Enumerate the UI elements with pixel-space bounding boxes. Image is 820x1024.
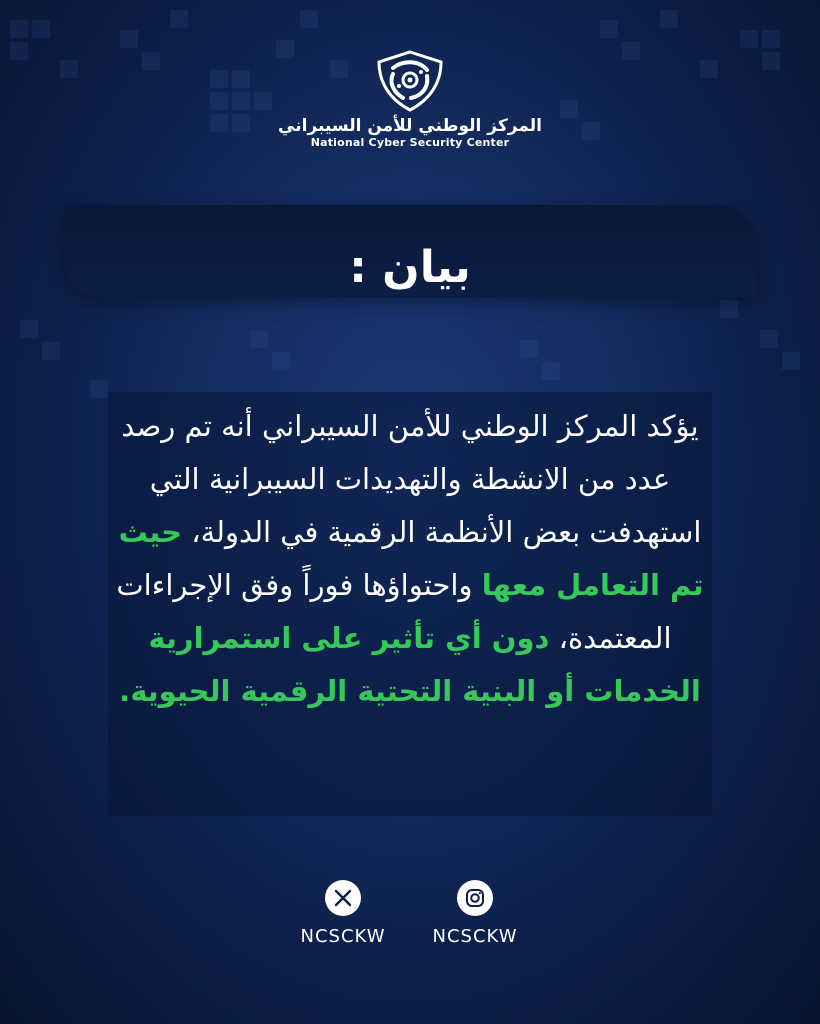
social-x[interactable] — [288, 880, 398, 947]
statement-part-2: واحتواؤها فوراً وفق الإجراءات المعتمدة، — [116, 568, 672, 655]
org-name-arabic: المركز الوطني للأمن السيبراني — [278, 116, 542, 136]
ncsc-emblem-icon — [375, 50, 445, 112]
instagram-handle[interactable]: NCSCKW — [432, 926, 518, 947]
statement-text — [100, 400, 720, 718]
statement-title: بيان : — [349, 242, 471, 293]
ncsc-logo — [270, 50, 550, 170]
statement-part-1: يؤكد المركز الوطني للأمن السيبراني أنه تم رصد عدد من الانشطة والتهديدات السيبرانية التي استهدفت بعض الأنظمة الرقمية في الدولة، — [121, 409, 702, 549]
statement-highlight-2: دون أي تأثير على استمرارية الخدمات أو البنية التحتية الرقمية الحيوية. — [119, 621, 701, 708]
instagram-icon[interactable] — [457, 880, 493, 916]
x-logo-icon[interactable] — [325, 880, 361, 916]
social-instagram[interactable] — [420, 880, 530, 947]
org-name-english: National Cyber Security Center — [310, 136, 510, 149]
statement-highlight-1: حيث تم التعامل معها — [118, 515, 704, 602]
x-handle[interactable]: NCSCKW — [300, 926, 386, 947]
